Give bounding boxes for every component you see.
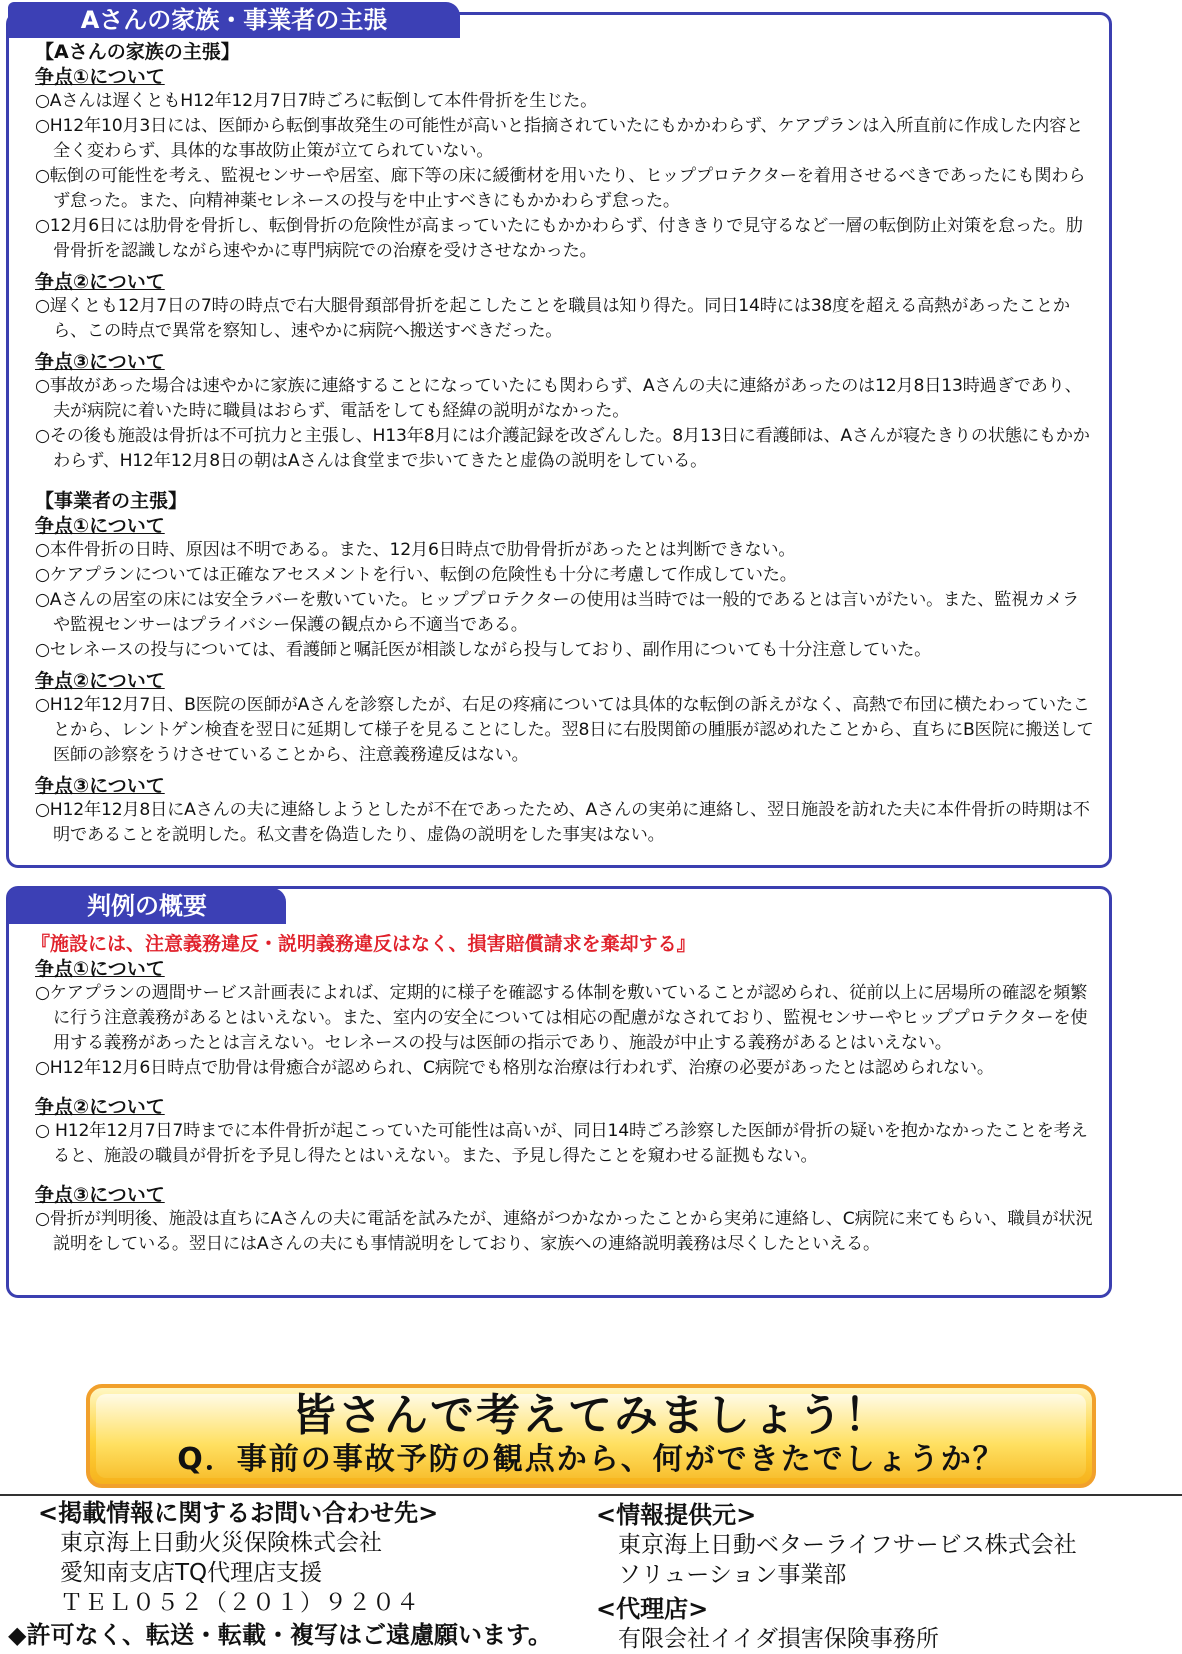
banner-title: 皆さんで考えてみましょう！ (292, 1390, 890, 1441)
copy-notice (8, 1620, 552, 1650)
family-issue-1-para: ○H12年10月3日には、医師から転倒事故発生の可能性が高いと指摘されていたにもかかわらず、ケアプランは入所直前に作成した内容と全く変わらず、具体的な事故防止策が立てられていない。 (35, 116, 1084, 161)
operator-issue-2-title: 争点②について (35, 670, 165, 692)
ruling-verdict: 『施設には、注意義務違反・説明義務違反はなく、損害賠償請求を棄却する』 (31, 933, 696, 955)
ruling-issue-3-para: ○骨折が判明後、施設は直ちにAさんの夫に電話を試みたが、連絡がつかなかったことから実弟に連絡し、C病院に来てもらい、職員が状況説明をしている。翌日にはAさんの夫にも事情説明をしており、家族への連絡説明義務は尽くしたといえる。 (35, 1209, 1093, 1254)
family-issue-3-para: ○事故があった場合は速やかに家族に連絡することになっていたにも関わらず、Aさんの夫に連絡があったのは12月8日13時過ぎであり、夫が病院に着いた時に職員はおらず、電話をしても経緯の説明がなかった。 (35, 376, 1082, 421)
contact-line: 東京海上日動火災保険株式会社 (60, 1530, 382, 1556)
provider-line: ソリューション事業部 (618, 1562, 847, 1588)
family-issue-1-para: ○12月6日には肋骨を骨折し、転倒骨折の危険性が高まっていたにもかかわらず、付ききりで見守るなど一層の転倒防止対策を怠った。肋骨骨折を認識しながら速やかに専門病院での治療を受けさせなかった。 (35, 216, 1083, 261)
family-heading: 【Aさんの家族の主張】 (35, 41, 240, 63)
footer-contact (38, 1498, 438, 1618)
operator-issue-1-para: ○ケアプランについては正確なアセスメントを行い、転倒の危険性も十分に考慮して作成していた。 (35, 565, 797, 585)
ruling-issue-1-title: 争点①について (35, 958, 165, 980)
family-issue-2-para: ○遅くとも12月7日の7時の時点で右大腿骨頚部骨折を起こしたことを職員は知り得た。同日14時には38度を超える高熱があったことから、この時点で異常を察知し、速やかに病院へ搬送すべきだった。 (35, 296, 1070, 341)
footer-provider (596, 1500, 1077, 1654)
family-issue-3-para: ○その後も施設は骨折は不可抗力と主張し、H13年8月には介護記録を改ざんした。8月13日に看護師は、Aさんが寝たきりの状態にもかかわらず、H12年12月8日の朝はAさんは食堂まで歩いてきたと虚偽の説明をしている。 (35, 426, 1090, 471)
ruling-issue-2-title: 争点②について (35, 1096, 165, 1118)
family-issue-2-title: 争点②について (35, 271, 165, 293)
operator-issue-1-para: ○本件骨折の日時、原因は不明である。また、12月6日時点で肋骨骨折があったとは判断できない。 (35, 540, 796, 560)
discussion-banner (86, 1384, 1096, 1488)
operator-issue-3-para: ○H12年12月8日にAさんの夫に連絡しようとしたが不在であったため、Aさんの実弟に連絡し、翌日施設を訪れた夫に本件骨折の時期は不明であることを説明した。私文書を偽造したり、虚偽の説明をした事実はない。 (35, 800, 1090, 845)
family-issue-1-para: ○Aさんは遅くともH12年12月7日7時ごろに転倒して本件骨折を生じた。 (35, 91, 598, 111)
family-issue-1-para: ○転倒の可能性を考え、監視センサーや居室、廊下等の床に緩衝材を用いたり、ヒッププロテクターを着用させるべきであったにも関わらず怠った。また、向精神薬セレネースの投与を中止すべきにもかかわらず怠った。 (35, 166, 1086, 211)
contact-phone: ＴＥＬ０５２（２０１）９２０４ (60, 1590, 420, 1616)
ruling-issue-3-title: 争点③について (35, 1184, 165, 1206)
ruling-issue-1-para: ○ケアプランの週間サービス計画表によれば、定期的に様子を確認する体制を敷いていることが認められ、従前以上に居場所の確認を頻繁に行う注意義務があるとはいえない。また、室内の安全については相応の配慮がなされており、監視センサーやヒッププロテクターを使用する義務があったとは言えない。セレネースの投与は医師の指示であり、施設が中止する義務があるとはいえない。 (35, 983, 1088, 1053)
ruling-issue-1-para: ○H12年12月6日時点で肋骨は骨癒合が認められ、C病院でも格別な治療は行われず、治療の必要があったとは認められない。 (35, 1058, 994, 1078)
claims-content (35, 39, 1095, 848)
claims-tab: Aさんの家族・事業者の主張 (8, 2, 460, 38)
agent-heading: <代理店> (596, 1595, 709, 1623)
ruling-tab: 判例の概要 (8, 888, 286, 924)
provider-heading: <情報提供元> (596, 1501, 757, 1529)
operator-issue-3-title: 争点③について (35, 775, 165, 797)
claims-section (6, 12, 1112, 868)
operator-issue-1-para: ○Aさんの居室の床には安全ラバーを敷いていた。ヒッププロテクターの使用は当時では一般的であるとは言いがたい。また、監視カメラや監視センサーはプライバシー保護の観点から不適当である。 (35, 590, 1080, 635)
operator-heading: 【事業者の主張】 (35, 490, 188, 512)
banner-question: Q．事前の事故予防の観点から、何ができたでしょうか？ (177, 1442, 1005, 1477)
ruling-content (31, 931, 1095, 1257)
operator-issue-2-para: ○H12年12月7日、B医院の医師がAさんを診察したが、右足の疼痛については具体的な転倒の訴えがなく、高熱で布団に横たわっていたことから、レントゲン検査を翌日に延期して様子を見ることにした。翌8日に右股関節の腫脹が認めれたことから、直ちにB医院に搬送して医師の診察をうけさせていることから、注意義務違反はない。 (35, 695, 1094, 765)
contact-heading: <掲載情報に関するお問い合わせ先> (38, 1499, 439, 1527)
operator-issue-1-title: 争点①について (35, 515, 165, 537)
copy-notice-text: ◆許可なく、転送・転載・複写はご遠慮願います。 (8, 1621, 553, 1649)
ruling-issue-2-para: ○ H12年12月7日7時までに本件骨折が起こっていた可能性は高いが、同日14時ごろ診察した医師が骨折の疑いを抱かなかったことを考えると、施設の職員が骨折を予見し得たとはいえない。また、予見し得たことを窺わせる証拠もない。 (35, 1121, 1088, 1166)
footer-divider (0, 1494, 1182, 1496)
agent-line: 有限会社イイダ損害保険事務所 (618, 1626, 939, 1652)
family-issue-3-title: 争点③について (35, 351, 165, 373)
provider-line: 東京海上日動ベターライフサービス株式会社 (618, 1532, 1077, 1558)
contact-line: 愛知南支店TQ代理店支援 (60, 1560, 323, 1586)
ruling-section (6, 886, 1112, 1298)
operator-issue-1-para: ○セレネースの投与については、看護師と嘱託医が相談しながら投与しており、副作用についても十分注意していた。 (35, 640, 932, 660)
family-issue-1-title: 争点①について (35, 66, 165, 88)
